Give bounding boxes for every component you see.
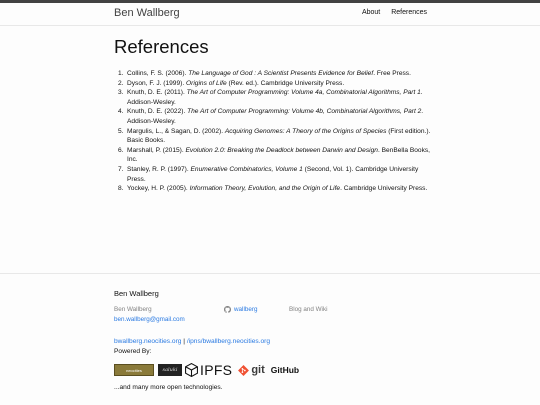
site-nav (353, 9, 427, 16)
links-separator: | (181, 338, 187, 345)
github-icon (224, 306, 231, 313)
nav-about-link[interactable]: About (361, 9, 381, 16)
reference-item (118, 184, 432, 194)
reference-number: 8. (118, 185, 124, 193)
reference-work-title: The Art of Computer Programming: Volume 4b, Combinatorial Algorithms, Part 2 (187, 108, 422, 116)
more-technologies-text: ...and many more open technologies. (114, 384, 223, 391)
site-title-link[interactable]: Ben Wallberg (114, 7, 180, 19)
reference-authors: Yockey, H. P. (2005). (127, 185, 190, 193)
github-badge-text: GitHub (270, 365, 300, 375)
reference-work-title: Information Theory, Evolution, and the Origin of Life (189, 185, 341, 193)
reference-item (118, 79, 432, 89)
reference-publisher: . Addison-Wesley. (127, 108, 424, 125)
footer-site-links (114, 338, 270, 345)
site-footer (0, 273, 540, 405)
reference-work-title: Acquiring Genomes: A Theory of the Origins of Species (224, 127, 387, 135)
reference-publisher: (Second, Vol. 1). Cambridge University Press. (127, 165, 419, 183)
reference-authors: Margulis, L., & Sagan, D. (2002). (127, 127, 225, 135)
ipfs-cube-icon (185, 363, 198, 377)
site-header (0, 3, 540, 26)
reference-work-title: Evolution 2.0: Breaking the Deadlock between Darwin and Design (185, 146, 378, 154)
nav-references-link[interactable]: References (391, 9, 427, 16)
footer-github-username: wallberg (234, 306, 258, 313)
ipns-site-link[interactable]: /ipns/bwallberg.neocities.org (186, 338, 271, 345)
ipfs-badge-text: IPFS (200, 362, 233, 378)
neocities-badge-text: neocities (126, 367, 142, 373)
reference-item (118, 88, 432, 107)
git-badge[interactable] (238, 364, 264, 376)
reference-work-title: Enumerative Combinatorics, Volume 1 (190, 165, 303, 173)
neocities-badge[interactable] (114, 364, 154, 376)
reference-publisher: . Free Press. (373, 70, 411, 77)
git-logo-icon (238, 365, 249, 376)
footer-description: Blog and Wiki (289, 306, 328, 313)
reference-item (118, 107, 432, 126)
reference-number: 7. (118, 165, 124, 173)
reference-item (118, 165, 432, 184)
footer-github-link[interactable] (224, 306, 257, 313)
reference-work-title: The Art of Computer Programming: Volume 4a, Combinatorial Algorithms, Part 1 (186, 89, 421, 97)
references-list (118, 69, 432, 194)
github-badge[interactable] (271, 365, 299, 375)
reference-item (118, 127, 432, 146)
git-badge-text: git (251, 364, 265, 376)
reference-number: 3. (118, 89, 124, 97)
reference-number: 4. (118, 108, 124, 116)
reference-number: 2. (118, 79, 124, 87)
reference-publisher: . Addison-Wesley. (127, 89, 423, 106)
reference-authors: Dyson, F. J. (1999). (127, 79, 186, 87)
reference-number: 6. (118, 146, 124, 154)
reference-item (118, 69, 432, 79)
reference-item (118, 146, 432, 165)
reference-authors: Stanley, R. P. (1997). (127, 165, 191, 173)
reference-publisher: . BenBella Books, Inc. (127, 146, 431, 164)
reference-authors: Marshall, P. (2015). (127, 146, 186, 154)
ipfs-badge[interactable] (185, 362, 232, 378)
footer-author-name: Ben Wallberg (114, 306, 152, 313)
powered-by-label: Powered By: (114, 348, 152, 355)
reference-work-title: Origins of Life (186, 79, 227, 87)
technology-badges (114, 362, 299, 378)
neocities-site-link[interactable]: bwallberg.neocities.org (114, 338, 182, 345)
reference-authors: Knuth, D. E. (2022). (127, 108, 188, 116)
reference-authors: Knuth, D. E. (2011). (127, 89, 187, 97)
reference-number: 5. (118, 127, 124, 135)
footer-title: Ben Wallberg (114, 289, 159, 298)
reference-publisher: (First edition.). Basic Books. (127, 127, 431, 145)
signature-badge-text: saluki (162, 367, 178, 373)
reference-publisher: (Rev. ed.). Cambridge University Press. (226, 79, 345, 87)
reference-authors: Collins, F. S. (2006). (127, 70, 189, 77)
signature-badge (158, 364, 182, 376)
reference-number: 1. (118, 70, 124, 77)
reference-publisher: . Cambridge University Press. (340, 185, 428, 193)
page-title: References (114, 36, 209, 57)
footer-email-link[interactable]: ben.wallberg@gmail.com (114, 316, 185, 323)
reference-work-title: The Language of God : A Scientist Presents Evidence for Belief (188, 70, 374, 77)
